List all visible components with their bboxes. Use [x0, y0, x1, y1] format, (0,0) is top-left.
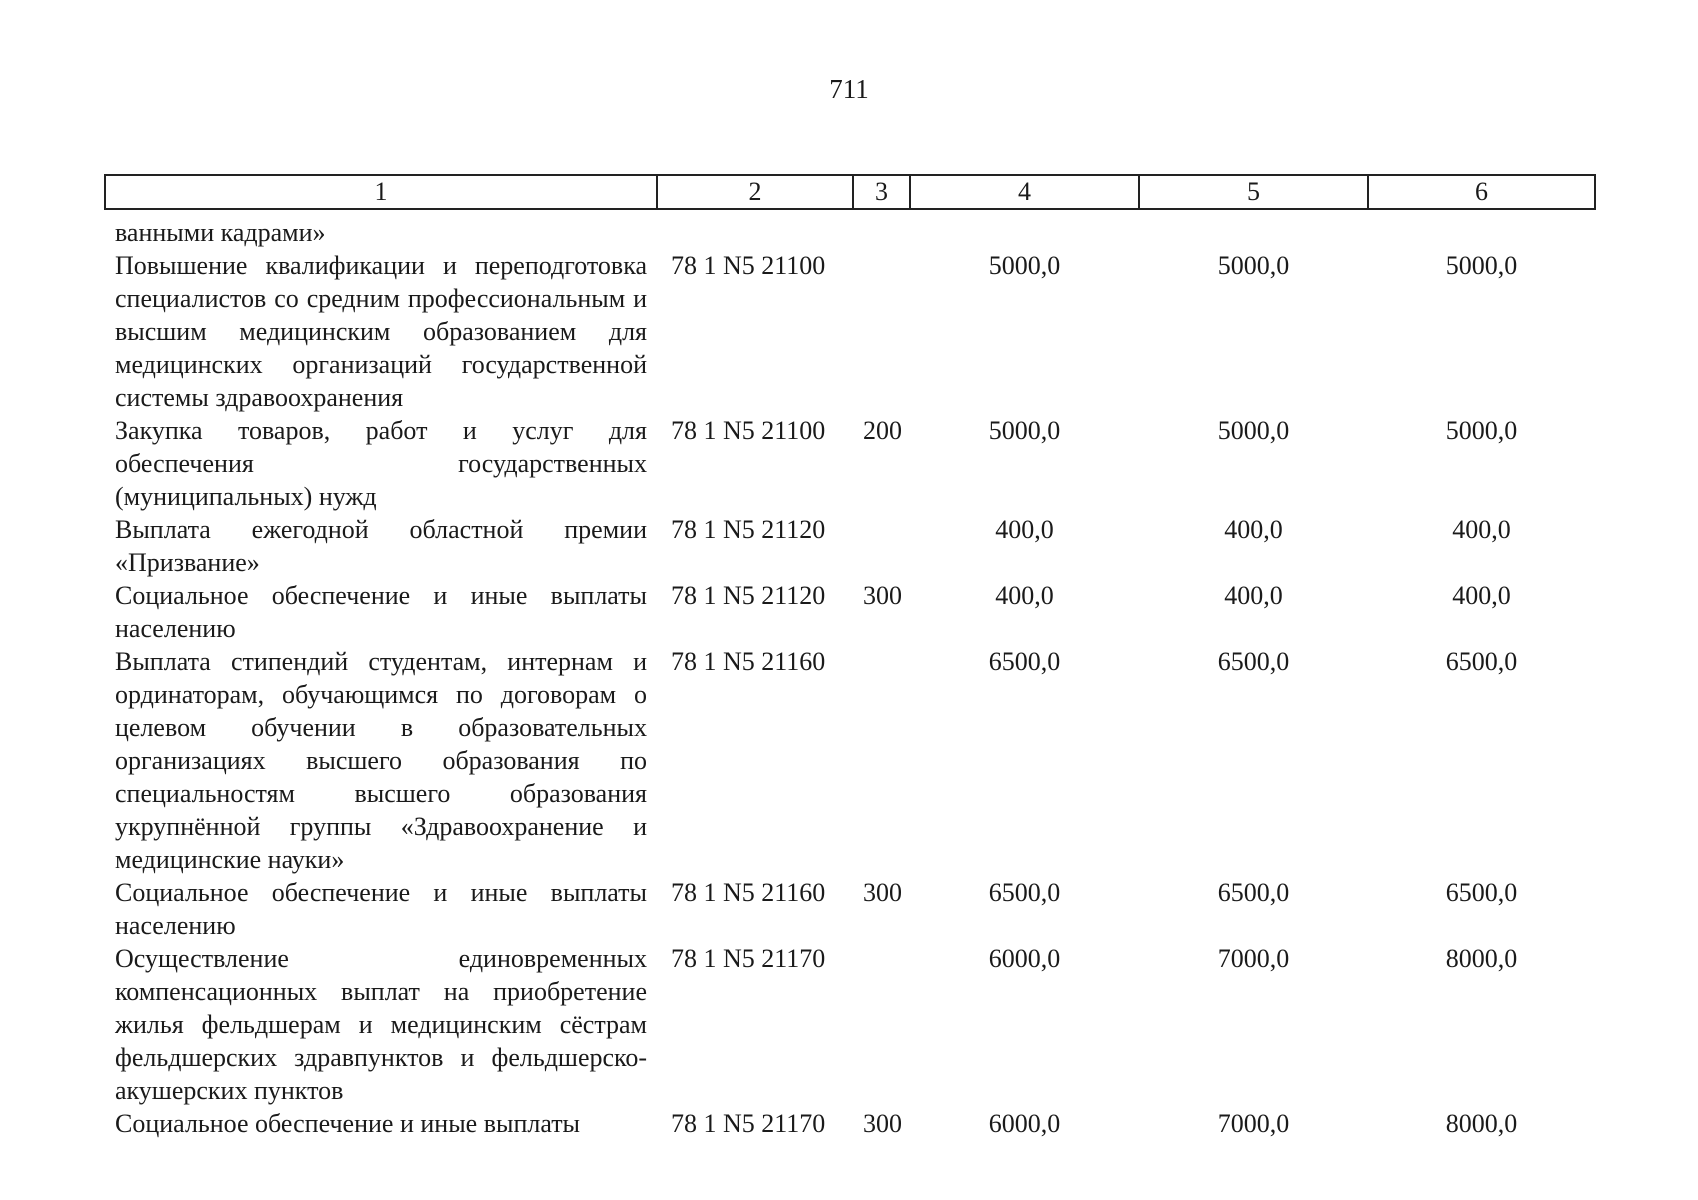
item-code: 78 1 N5 21120 [671, 515, 826, 544]
table-row [105, 1107, 1595, 1140]
table-row [105, 513, 1595, 579]
item-value-6: 5000,0 [1445, 416, 1518, 445]
item-name: Закупка товаров, работ и услуг для обеспечения государственных (муниципальных) нужд [115, 416, 647, 511]
item-expense-type [853, 209, 910, 249]
item-value-6: 6500,0 [1445, 878, 1518, 907]
item-value-5: 6500,0 [1217, 647, 1290, 676]
table-row [105, 942, 1595, 1107]
item-value-4: 400,0 [995, 515, 1054, 544]
item-name: Социальное обеспечение и иные выплаты населению [115, 581, 647, 643]
item-value-6: 6500,0 [1445, 647, 1518, 676]
item-code: 78 1 N5 21170 [671, 944, 826, 973]
item-value-6: 400,0 [1452, 581, 1511, 610]
budget-table [104, 174, 1596, 1140]
item-value-4: 6500,0 [988, 647, 1061, 676]
page-number: 711 [829, 74, 869, 104]
item-code [657, 209, 853, 249]
item-code: 78 1 N5 21120 [671, 581, 826, 610]
item-name: Выплата ежегодной областной премии «Призвание» [115, 515, 647, 577]
item-value-6: 8000,0 [1445, 1109, 1518, 1138]
item-value-5: 5000,0 [1217, 251, 1290, 280]
column-header-4: 4 [910, 175, 1139, 209]
table-row [105, 876, 1595, 942]
item-value-4: 6000,0 [988, 1109, 1061, 1138]
item-expense-type: 300 [863, 1109, 902, 1138]
item-expense-type [853, 249, 910, 414]
item-value-4: 6500,0 [988, 878, 1061, 907]
column-header-1: 1 [105, 175, 657, 209]
item-value-6: 8000,0 [1445, 944, 1518, 973]
item-expense-type: 200 [863, 416, 902, 445]
item-value-5: 400,0 [1224, 581, 1283, 610]
item-code: 78 1 N5 21170 [671, 1109, 826, 1138]
item-expense-type [853, 942, 910, 1107]
item-value-4: 5000,0 [988, 251, 1061, 280]
item-expense-type: 300 [863, 581, 902, 610]
item-value-4 [910, 209, 1139, 249]
item-name: Выплата стипендий студентам, интернам и ординаторам, обучающимся по договорам о целевом обучении в образовательных организациях высшего образования по специальностям высшего образования укрупнённой группы «Здравоохранение и медицинские науки» [115, 647, 647, 874]
item-name: Социальное обеспечение и иные выплаты населению [115, 878, 647, 940]
item-name: Социальное обеспечение и иные выплаты [115, 1109, 581, 1138]
item-value-6: 5000,0 [1445, 251, 1518, 280]
item-name: Осуществление единовременных компенсационных выплат на приобретение жилья фельдшерам и медицинским сёстрам фельдшерских здравпунктов и фельдшерско-акушерских пунктов [115, 944, 647, 1105]
item-value-4: 5000,0 [988, 416, 1061, 445]
column-header-6: 6 [1368, 175, 1595, 209]
item-value-5: 6500,0 [1217, 878, 1290, 907]
item-code: 78 1 N5 21160 [671, 647, 826, 676]
item-value-6: 400,0 [1452, 515, 1511, 544]
table-row [105, 249, 1595, 414]
item-value-4: 400,0 [995, 581, 1054, 610]
item-value-5: 5000,0 [1217, 416, 1290, 445]
item-name: Повышение квалификации и переподготовка специалистов со средним профессиональным и высшим медицинским образованием для медицинских организаций государственной системы здравоохранения [115, 251, 647, 412]
item-name: ванными кадрами» [115, 218, 326, 247]
table-row [105, 645, 1595, 876]
column-header-2: 2 [657, 175, 853, 209]
budget-table-container [104, 174, 1594, 1140]
item-value-4: 6000,0 [988, 944, 1061, 973]
item-value-5: 7000,0 [1217, 944, 1290, 973]
table-row [105, 209, 1595, 249]
item-expense-type [853, 645, 910, 876]
column-header-5: 5 [1139, 175, 1368, 209]
table-row [105, 579, 1595, 645]
item-code: 78 1 N5 21160 [671, 878, 826, 907]
item-value-5: 7000,0 [1217, 1109, 1290, 1138]
item-expense-type: 300 [863, 878, 902, 907]
item-code: 78 1 N5 21100 [671, 416, 826, 445]
item-value-5 [1139, 209, 1368, 249]
column-header-3: 3 [853, 175, 910, 209]
header-row [105, 175, 1595, 209]
item-expense-type [853, 513, 910, 579]
item-value-5: 400,0 [1224, 515, 1283, 544]
item-code: 78 1 N5 21100 [671, 251, 826, 280]
item-value-6 [1368, 209, 1595, 249]
table-row [105, 414, 1595, 513]
